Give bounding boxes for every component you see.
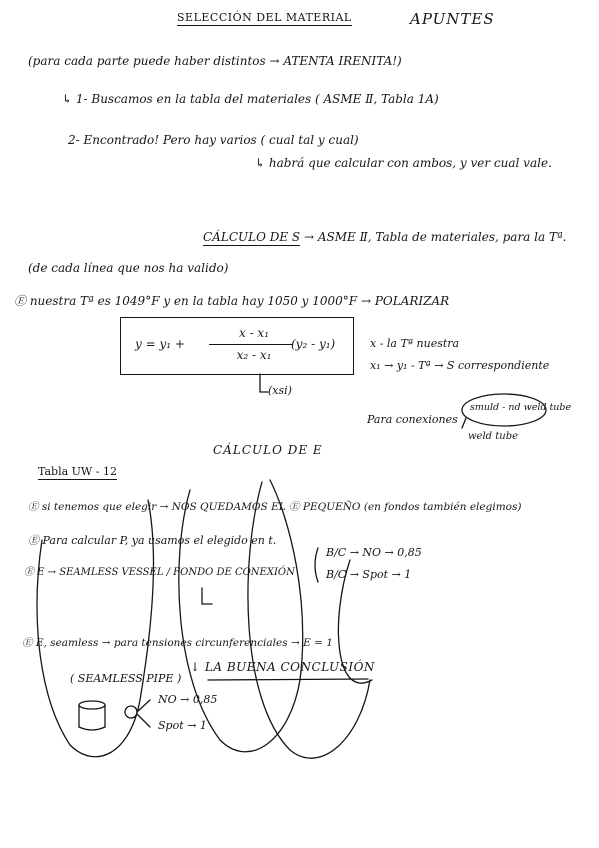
pipe-branch-1: NO → 0,85: [158, 693, 218, 706]
legend-2: x₁ → y₁ - Tª → S correspondiente: [370, 359, 550, 372]
pipe-label: ( SEAMLESS PIPE ): [70, 672, 182, 685]
calc-e-heading: CÁLCULO DE E: [213, 443, 323, 457]
e-item-3: Ⓔ E → SEAMLESS VESSEL / FONDO DE CONEXIÓN: [24, 567, 295, 578]
e-item-1: Ⓔ si tenemos que elegir → NOS QUEDAMOS EL Ⓔ PEQUEÑO (en fondos también elegimos): [28, 501, 522, 513]
step-2-note: ↳ habrá que calcular con ambos, y ver cual vale.: [255, 156, 552, 170]
calc-s-heading-text: CÁLCULO DE S: [203, 230, 301, 244]
e-item-3-branch-1: B/C → NO → 0,85: [326, 546, 422, 559]
step-2: 2- Encontrado! Pero hay varios ( cual tal y cual): [68, 133, 359, 147]
formula-below-note: (xsi): [268, 384, 292, 397]
calc-s-heading-rest: → ASME Ⅱ, Tabla de materiales, para la Tª.: [303, 230, 567, 244]
warning-note: (para cada parte puede haber distintos → ATENTA IRENITA!): [28, 54, 402, 68]
calc-s-line2: Ⓔ nuestra Tª es 1049°F y en la tabla hay 1050 y 1000°F → POLARIZAR: [14, 294, 450, 308]
page-title-text: SELECCIÓN DEL MATERIAL: [177, 11, 352, 24]
connections-label: Para conexiones: [367, 413, 458, 426]
formula-numerator: x - x₁: [238, 326, 270, 340]
formula-rhs: (y₂ - y₁): [291, 337, 336, 351]
e-item-4: Ⓔ E, seamless → para tensiones circunferenciales → E = 1: [22, 637, 333, 649]
table-ref-text: Tabla UW - 12: [38, 465, 117, 478]
page-title: [177, 11, 352, 24]
e-item-3-branch-2: B/C → Spot → 1: [326, 568, 412, 581]
interpolation-formula: [120, 317, 354, 375]
connections-opt2: weld tube: [468, 431, 519, 442]
e-item-2: Ⓔ Para calcular P, ya usamos el elegido en t.: [28, 534, 277, 547]
formula-lhs: y = y₁ +: [135, 337, 185, 351]
formula-denominator: x₂ - x₁: [236, 348, 272, 362]
conclusion: ↓ LA BUENA CONCLUSIÓN: [190, 660, 375, 674]
calc-s-heading: [203, 230, 566, 244]
table-ref: [38, 465, 117, 478]
apuntes-tag: APUNTES: [410, 10, 495, 28]
calc-s-line1: (de cada línea que nos ha valido): [28, 261, 229, 275]
legend-1: x - la Tª nuestra: [370, 337, 460, 350]
step-1: ↳ 1- Buscamos en la tabla del materiales ( ASME Ⅱ, Tabla 1A): [62, 92, 439, 106]
connections-opt1: smuld - nd weld tube: [470, 402, 572, 413]
fraction-bar: [209, 344, 293, 345]
pipe-branch-2: Spot → 1: [158, 719, 207, 732]
